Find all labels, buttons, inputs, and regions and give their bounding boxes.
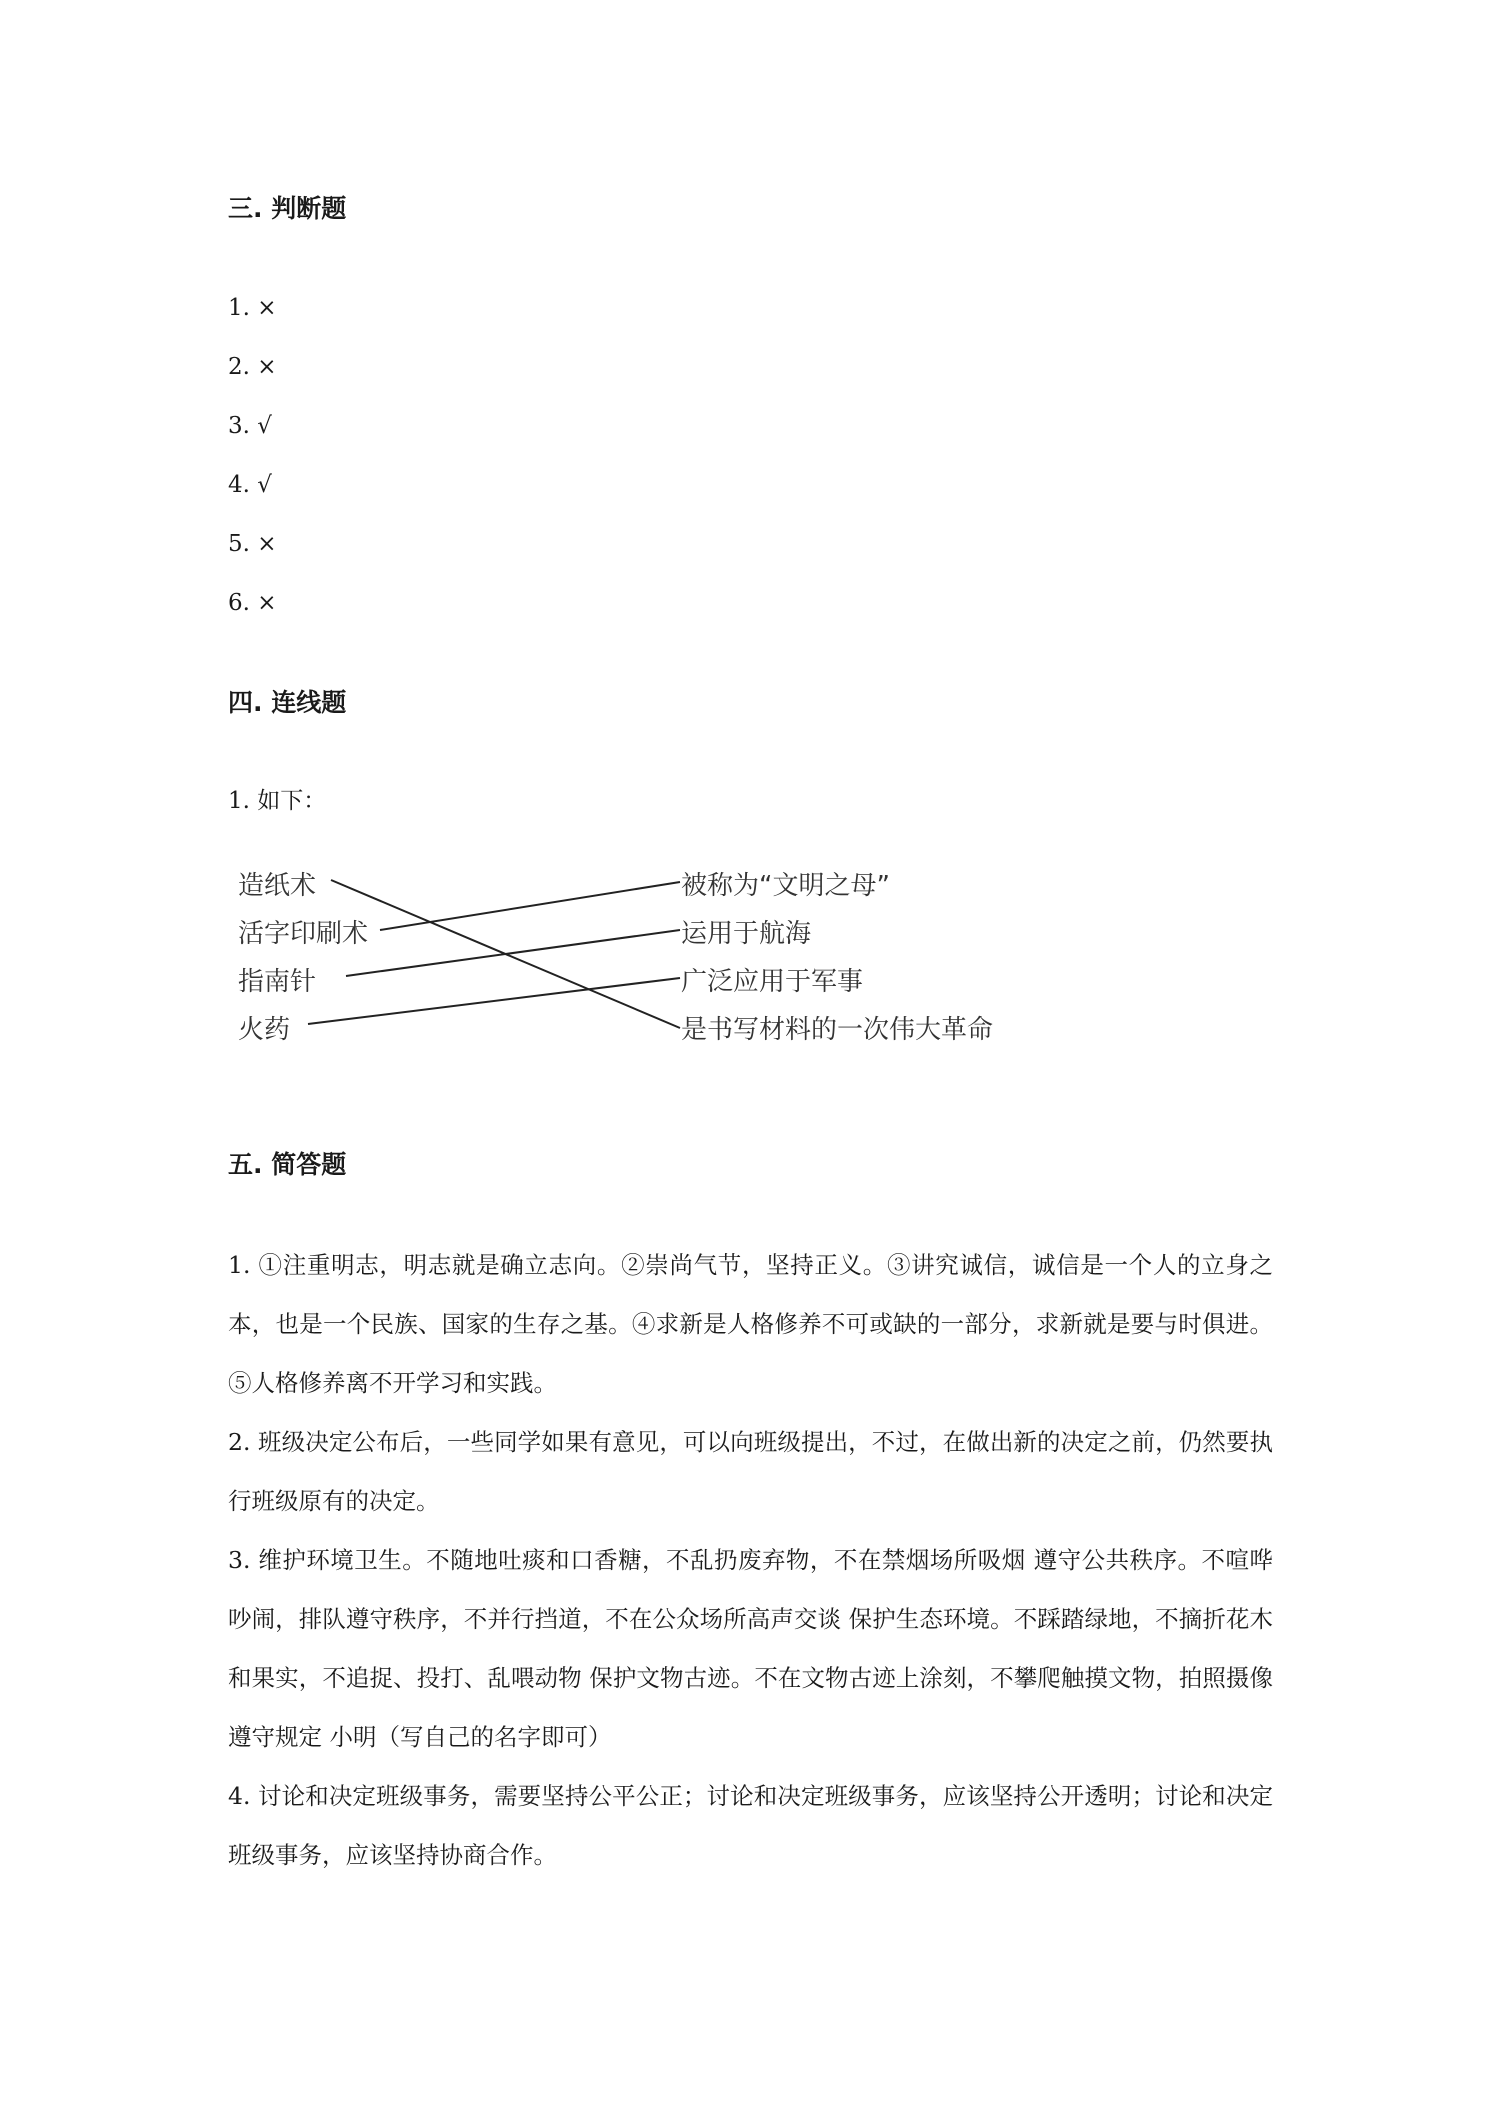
matching-diagram [228, 860, 1028, 1065]
answer-paragraph: 1. ①注重明志，明志就是确立志向。②崇尚气节，坚持正义。③讲究诚信，诚信是一个人的立身之本，也是一个民族、国家的生存之基。④求新是人格修养不可或缺的一部分，求新就是要与时俱进。⑤人格修养离不开学习和实践。 [228, 1251, 1273, 1397]
answer-paragraph: 2. 班级决定公布后，一些同学如果有意见，可以向班级提出，不过，在做出新的决定之前，仍然要执行班级原有的决定。 [228, 1428, 1273, 1515]
judge-item: 2. × [228, 354, 277, 380]
right-item: 广泛应用于军事 [681, 967, 864, 997]
right-item: 是书写材料的一次伟大革命 [681, 1015, 994, 1045]
left-item: 活字印刷术 [238, 919, 369, 949]
left-item: 造纸术 [238, 871, 317, 901]
judge-item: 5. × [228, 531, 277, 557]
left-item: 火药 [238, 1015, 291, 1045]
judge-item: 3. √ [228, 413, 272, 439]
matching-intro: 1. 如下： [228, 788, 327, 814]
right-item: 运用于航海 [681, 919, 812, 949]
section-title-judge: 三. 判断题 [228, 194, 347, 223]
connector-line [380, 882, 680, 930]
left-item: 指南针 [238, 967, 317, 997]
answer-paragraph: 4. 讨论和决定班级事务，需要坚持公平公正；讨论和决定班级事务，应该坚持公开透明；讨论和决定班级事务，应该坚持协商合作。 [228, 1782, 1273, 1869]
section-title-matching: 四. 连线题 [228, 688, 347, 717]
connector-line [346, 930, 680, 976]
judge-item: 1. × [228, 295, 277, 321]
right-item: 被称为“文明之母” [681, 871, 890, 901]
judge-item: 4. √ [228, 472, 272, 498]
judge-item: 6. × [228, 590, 277, 616]
connector-line [308, 978, 680, 1024]
section-title-short-answer: 五. 简答题 [228, 1150, 347, 1179]
answer-paragraph: 3. 维护环境卫生。不随地吐痰和口香糖，不乱扔废弃物，不在禁烟场所吸烟 遵守公共秩序。不喧哗吵闹，排队遵守秩序，不并行挡道，不在公众场所高声交谈 保护生态环境。不踩踏绿地，不摘折花木和果实，不追捉、投打、乱喂动物 保护文物古迹。不在文物古迹上涂刻，不攀爬触摸文物，拍照摄像遵守规定 小明（写自己的名字即可） [228, 1546, 1273, 1751]
